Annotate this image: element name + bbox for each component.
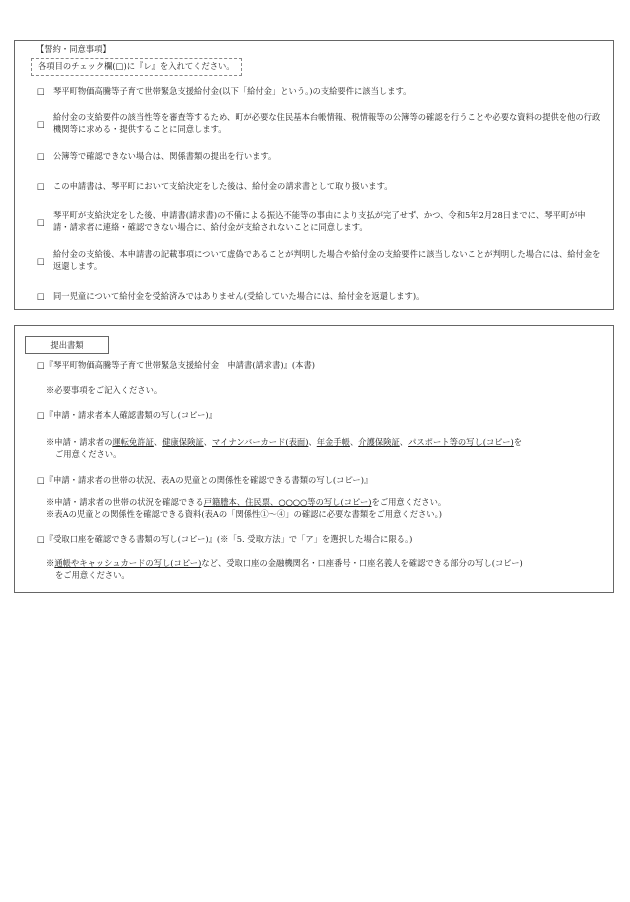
doc-item-application: □『琴平町物価高騰等子育て世帯緊急支援給付金 申請書(請求書)』(本書) [37,360,315,370]
pledge-checkbox-1[interactable]: □ [37,86,45,96]
list-separator: 、 [308,437,317,447]
pledge-item-6 [37,248,601,272]
pledge-checkbox-2[interactable]: □ [37,119,45,129]
pledge-checkbox-3[interactable]: □ [37,151,45,161]
pledge-section [14,40,614,310]
documents-section [14,325,614,593]
documents-title: 提出書類 [25,336,109,354]
pledge-text-3: 公簿等で確認できない場合は、関係書類の提出を行います。 [53,151,277,161]
pledge-checkbox-6[interactable]: □ [37,256,45,266]
pledge-title: 【誓約・同意事項】 [36,44,111,54]
pledge-item-5 [37,209,601,233]
doc-note-relationship: ※表Aの児童との関係性を確認できる資料(表Aの「関係性①～④」の確認に必要な書類をご用意ください。) [46,509,442,520]
household-doc-examples: 戸籍謄本、住民票、○○○○等の写し(コピー) [203,497,372,507]
id-doc-care-insurance: 介護保険証 [358,437,400,447]
pledge-item-4 [37,180,601,192]
pledge-item-7 [37,290,601,302]
list-separator: 、 [399,437,409,447]
note-asterisk: ※ [46,558,55,568]
id-doc-mynumber-card: マイナンバーカード(表面) [212,437,309,447]
doc-item-bank-account: □『受取口座を確認できる書類の写し(コピー)』(※「5. 受取方法」で「ア」を選択した場合に限る。) [37,534,413,544]
list-separator: 、 [153,437,163,447]
doc-note-identity-line2: ご用意ください。 [55,449,122,460]
id-doc-drivers-license: 運転免許証 [112,437,154,447]
pledge-checkbox-4[interactable]: □ [37,181,45,191]
doc-note-identity [46,436,599,460]
doc-note-household-prefix: ※申請・請求者の世帯の状況を確認できる [46,497,204,507]
pledge-item-2 [37,111,601,135]
pledge-text-7: 同一児童について給付金を受給済みではありません(受給していた場合には、給付金を返還します)。 [53,291,425,301]
id-doc-health-insurance: 健康保険証 [162,437,204,447]
bank-doc-examples: 通帳やキャッシュカードの写し(コピー) [54,558,202,568]
pledge-text-5: 琴平町が支給決定をした後、申請書(請求書)の不備による振込不能等の事由により支払が完了せず、かつ、令和5年2月28日までに、琴平町が申請・請求者に連絡・確認できない場合に、給付金が支給されないことに同意します。 [53,210,586,233]
pledge-text-2: 給付金の支給要件の該当性等を審査等するため、町が必要な住民基本台帳情報、税情報等の公簿等の確認を行うことや必要な資料の提供を他の行政機関等に求める・提供することに同意します。 [53,112,601,135]
doc-note-household [46,496,599,520]
doc-note-identity-prefix: ※申請・請求者の [46,437,113,447]
doc-note-identity-suffix: を [513,437,523,447]
doc-note-application: ※必要事項をご記入ください。 [46,385,163,395]
list-separator: 、 [349,437,359,447]
id-doc-passport: パスポート等の写し(コピー) [408,437,514,447]
pledge-item-1 [37,85,601,97]
doc-note-bank-line2: をご用意ください。 [55,570,130,581]
checkbox-instruction: 各項目のチェック欄(□)に『レ』を入れてください。 [31,58,242,76]
doc-note-bank-suffix: など、受取口座の金融機関名・口座番号・口座名義人を確認できる部分の写し(コピー) [201,558,523,568]
doc-item-identity: □『申請・請求者本人確認書類の写し(コピー)』 [37,410,217,420]
doc-note-bank-account [46,557,599,581]
pledge-text-6: 給付金の支給後、本申請書の記載事項について虚偽であることが判明した場合や給付金の支給要件に該当しないことが判明した場合には、給付金を返還します。 [53,249,601,272]
id-doc-pension-book: 年金手帳 [316,437,350,447]
pledge-text-4: この申請書は、琴平町において支給決定をした後は、給付金の請求書として取り扱います。 [53,181,393,191]
list-separator: 、 [203,437,213,447]
pledge-text-1: 琴平町物価高騰等子育て世帯緊急支援給付金(以下「給付金」という。)の支給要件に該当します。 [53,86,412,96]
doc-item-household: □『申請・請求者の世帯の状況、表Aの児童との関係性を確認できる書類の写し(コピー)』 [37,475,373,485]
pledge-checkbox-5[interactable]: □ [37,217,45,227]
pledge-item-3 [37,150,601,162]
pledge-checkbox-7[interactable]: □ [37,291,45,301]
doc-note-household-suffix: をご用意ください。 [371,497,447,507]
